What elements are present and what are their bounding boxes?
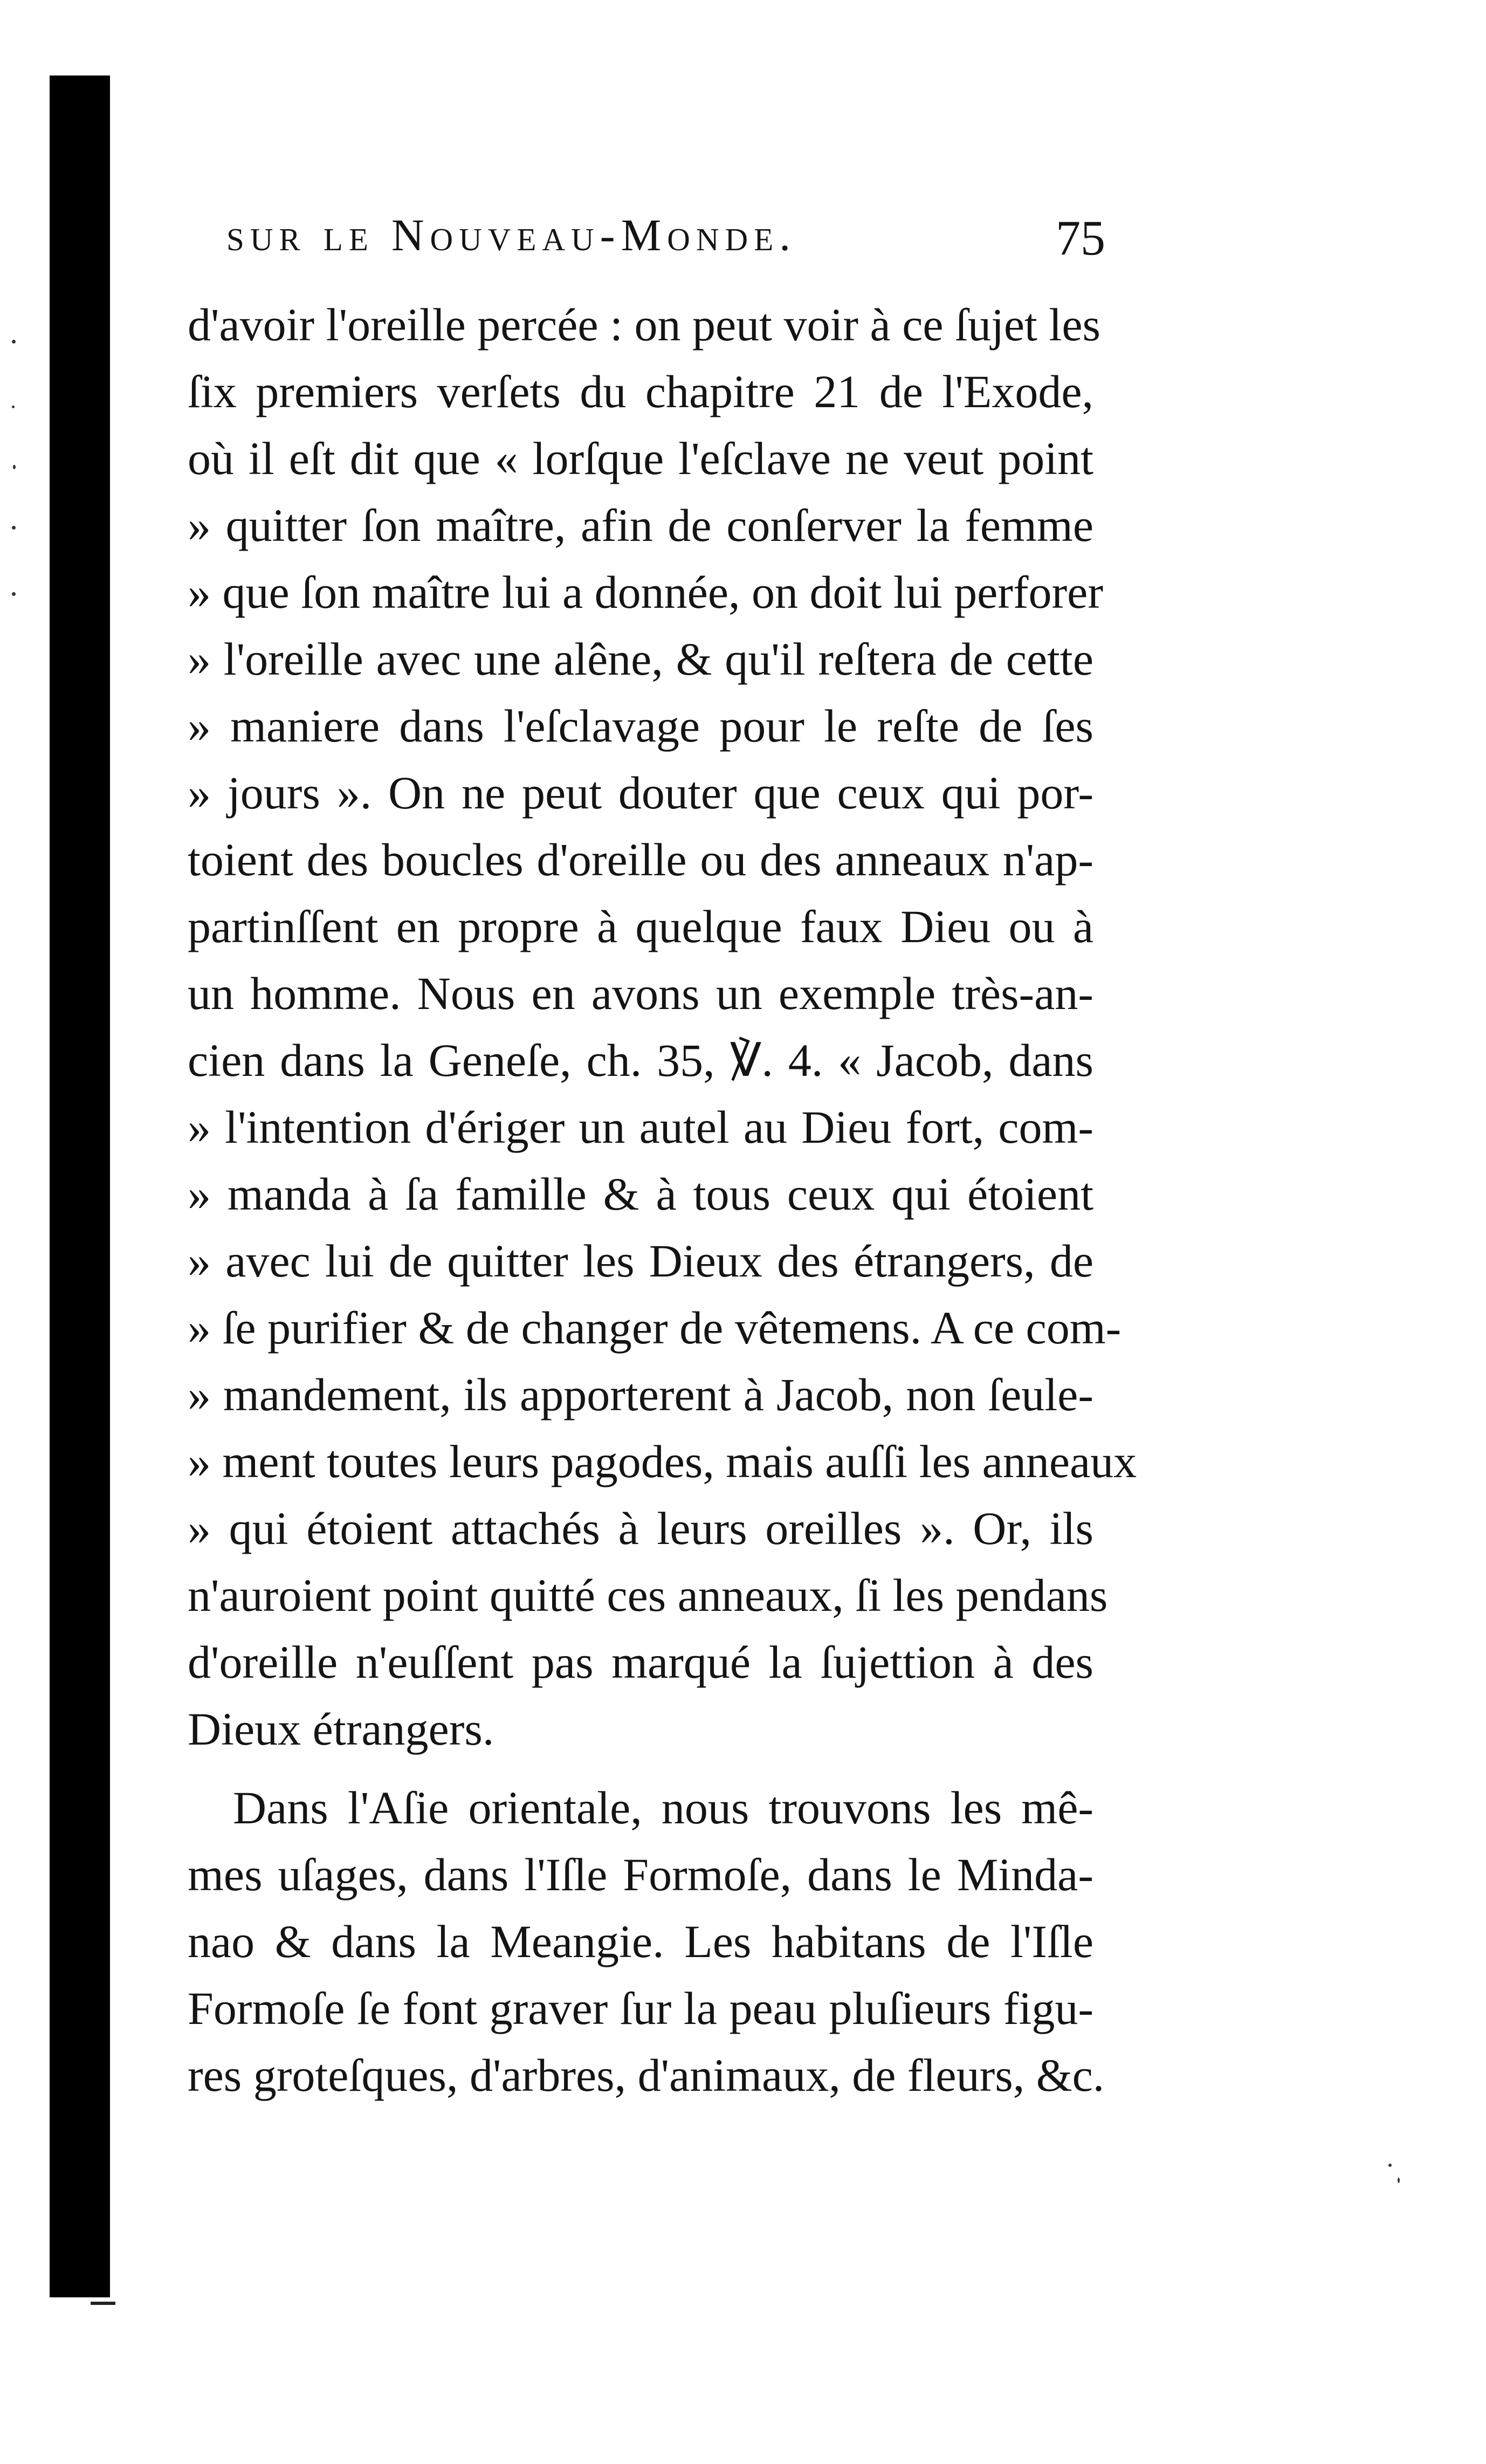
margin-speck (1388, 2164, 1392, 2167)
binding-edge-foot (91, 2302, 115, 2305)
page-number: 75 (1056, 210, 1105, 265)
text-line: » qui étoient attachés à leurs oreilles ». Or, ils (188, 1502, 1093, 1554)
running-title: sur le Nouveau-Monde. (226, 210, 797, 260)
text-line: toient des boucles d'oreille ou des anneaux n'ap- (188, 834, 1093, 886)
binding-edge (50, 76, 110, 2297)
text-line: » avec lui de quitter les Dieux des étrangers, de (188, 1235, 1093, 1287)
text-line: » quitter ſon maître, afin de conſerver la femme (188, 499, 1093, 551)
text-line: » l'oreille avec une alêne, & qu'il reſtera de cette (188, 633, 1093, 685)
text-line: cien dans la Geneſe, ch. 35, ℣. 4. « Jacob, dans (188, 1034, 1093, 1086)
text-line: d'oreille n'euſſent pas marqué la ſujettion à des (188, 1636, 1093, 1688)
text-line: » manda à ſa famille & à tous ceux qui étoient (188, 1168, 1093, 1220)
margin-speck (12, 592, 16, 596)
text-line: Dans l'Aſie orientale, nous trouvons les mê- (233, 1782, 1093, 1834)
text-line: » ſe purifier & de changer de vêtemens. A ce com- (188, 1302, 1122, 1354)
text-line: » maniere dans l'eſclavage pour le reſte de ſes (188, 700, 1093, 752)
page-header (226, 209, 1105, 269)
text-line: res groteſques, d'arbres, d'animaux, de fleurs, &c. (188, 2049, 1105, 2101)
text-line: un homme. Nous en avons un exemple très-an- (188, 967, 1093, 1019)
body-text (188, 291, 1137, 2109)
text-line: d'avoir l'oreille percée : on peut voir à ce ſujet les (188, 299, 1100, 351)
margin-speck (13, 465, 16, 469)
text-line: Dieux étrangers. (188, 1703, 494, 1755)
text-line: » que ſon maître lui a donnée, on doit lui perforer (188, 566, 1103, 618)
text-line: » mandement, ils apporterent à Jacob, non ſeule- (188, 1369, 1093, 1420)
text-line: » l'intention d'ériger un autel au Dieu fort, com- (188, 1101, 1093, 1153)
text-line: ſix premiers verſets du chapitre 21 de l'Exode, (188, 366, 1093, 417)
paragraph (188, 291, 1137, 1762)
text-line: nao & dans la Meangie. Les habitans de l'Iſle (188, 1916, 1093, 1967)
margin-speck (12, 406, 15, 408)
text-line: partinſſent en propre à quelque faux Dieu ou à (188, 901, 1093, 952)
text-line: où il eſt dit que « lorſque l'eſclave ne veut point (188, 433, 1093, 484)
text-line: mes uſages, dans l'Iſle Formoſe, dans le Minda- (188, 1849, 1093, 1900)
text-line: Formoſe ſe font graver ſur la peau pluſieurs figu- (188, 1982, 1093, 2034)
paragraph-gap (188, 1762, 1093, 1774)
text-line: n'auroient point quitté ces anneaux, ſi les pendans (188, 1569, 1108, 1621)
paragraph (188, 1774, 1105, 2109)
margin-speck (12, 340, 16, 344)
margin-speck (1398, 2178, 1400, 2183)
text-line: » jours ». On ne peut douter que ceux qui por- (188, 767, 1093, 819)
margin-speck (12, 526, 16, 530)
text-line: » ment toutes leurs pagodes, mais auſſi les anneaux (188, 1436, 1137, 1487)
